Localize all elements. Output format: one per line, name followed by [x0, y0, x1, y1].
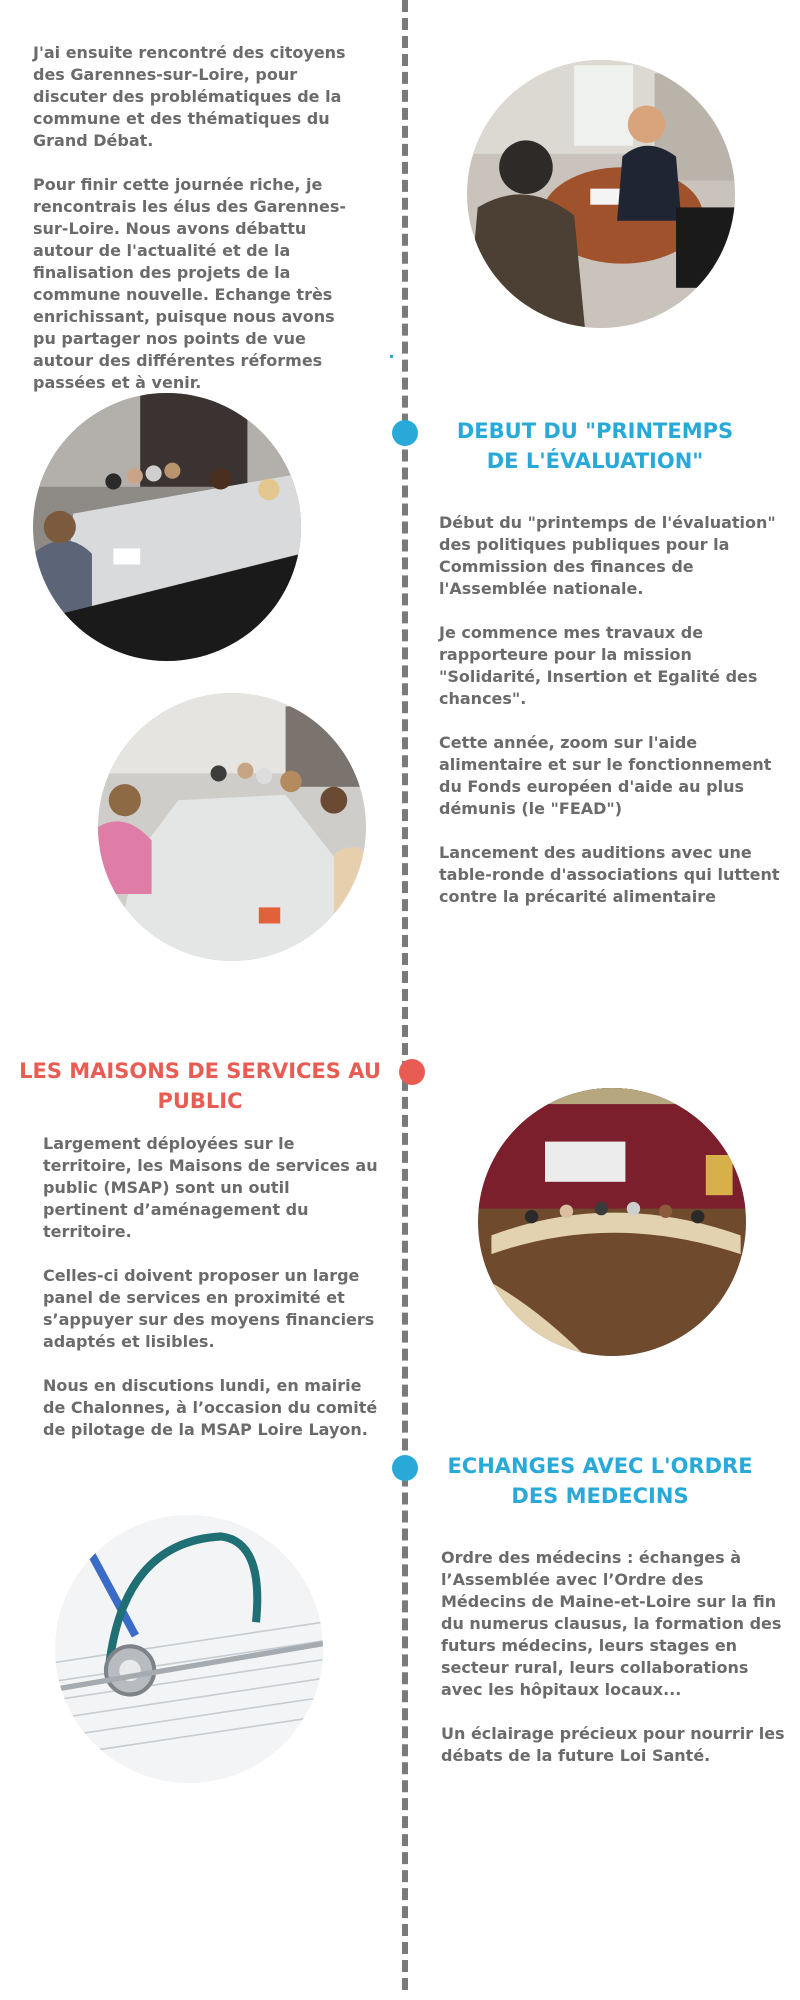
photo-msap-meeting	[478, 1088, 746, 1356]
timeline-dashed-line	[402, 0, 408, 1990]
timeline-dot-blue	[392, 420, 418, 446]
evaluation-text	[439, 512, 784, 930]
intro-text	[33, 42, 353, 416]
medecins-paragraph: Un éclairage précieux pour nourrir les débats de la future Loi Santé.	[441, 1724, 785, 1765]
stray-pixel	[390, 355, 393, 358]
intro-paragraph: J'ai ensuite rencontré des citoyens des Garennes-sur-Loire, pour discuter des problématiques de la commune et des thématiques du Grand Débat.	[33, 43, 346, 150]
photo-stethoscope	[55, 1515, 323, 1783]
timeline-dot-blue-2	[392, 1455, 418, 1481]
evaluation-paragraph: Début du "printemps de l'évaluation" des politiques publiques pour la Commission des finances de l'Assemblée nationale.	[439, 513, 776, 598]
intro-paragraph: Pour finir cette journée riche, je rencontrais les élus des Garennes-sur-Loire. Nous avons débattu autour de l'actualité et de la finalisation des projets de la commune nouvelle. Echange très enrichissant, puisque nous avons pu partager nos points de vue autour des différentes réformes passées et à venir.	[33, 175, 347, 392]
msap-paragraph: Nous en discutions lundi, en mairie de Chalonnes, à l’occasion du comité de pilotage de la MSAP Loire Layon.	[43, 1376, 378, 1439]
evaluation-title: DEBUT DU "PRINTEMPS DE L'ÉVALUATION"	[456, 419, 734, 473]
medecins-text	[441, 1547, 786, 1789]
photo-commission-meeting-1	[33, 393, 301, 661]
medecins-paragraph: Ordre des médecins : échanges à l’Assemblée avec l’Ordre des Médecins de Maine-et-Loire sur la fin du numerus clausus, la formation des futurs médecins, leurs stages en secteur rural, leurs collaborations avec les hôpitaux locaux...	[441, 1548, 782, 1699]
msap-text	[43, 1133, 378, 1463]
msap-title: LES MAISONS DE SERVICES AU PUBLIC	[19, 1059, 381, 1113]
evaluation-paragraph: Cette année, zoom sur l'aide alimentaire et sur le fonctionnement du Fonds européen d'aide au plus démunis (le "FEAD")	[439, 733, 772, 818]
msap-paragraph: Celles-ci doivent proposer un large panel de services en proximité et s’appuyer sur des moyens financiers adaptés et lisibles.	[43, 1266, 375, 1351]
timeline-dot-red	[399, 1059, 425, 1085]
msap-paragraph: Largement déployées sur le territoire, les Maisons de services au public (MSAP) sont un outil pertinent d’aménagement du territoire.	[43, 1134, 378, 1241]
evaluation-paragraph: Je commence mes travaux de rapporteure pour la mission "Solidarité, Insertion et Egalité des chances".	[439, 623, 758, 708]
photo-citizens-meeting	[467, 60, 735, 328]
photo-commission-meeting-2	[98, 693, 366, 961]
evaluation-paragraph: Lancement des auditions avec une table-ronde d'associations qui luttent contre la précarité alimentaire	[439, 843, 780, 906]
medecins-title: ECHANGES AVEC L'ORDRE DES MEDECINS	[447, 1454, 753, 1508]
